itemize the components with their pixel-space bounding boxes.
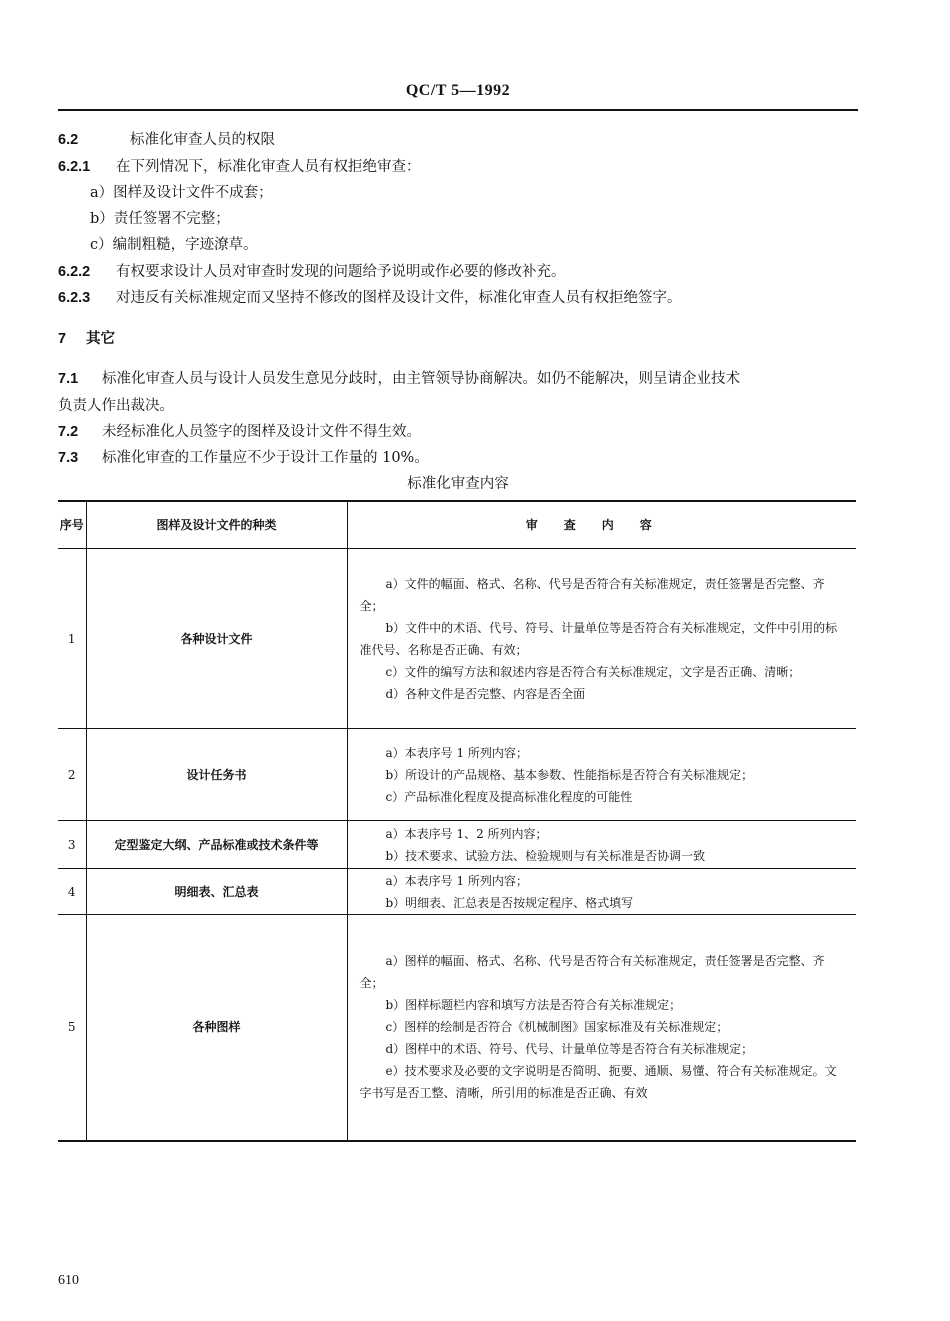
row-seq: 5 — [58, 915, 86, 1141]
clause-7-1-continued: 负责人作出裁决。 — [58, 398, 174, 414]
table-row — [58, 549, 856, 729]
review-content-table — [58, 500, 856, 1142]
content-item: d）各种文件是否完整、内容是否全面 — [385, 686, 586, 701]
content-item: c）产品标准化程度及提高标准化程度的可能性 — [385, 789, 633, 804]
row-content — [347, 549, 856, 729]
table-header-row — [58, 501, 856, 549]
row-type: 各种图样 — [86, 915, 347, 1141]
clause-number: 6.2 — [58, 132, 79, 148]
list-item-c: c）编制粗糙，字迹潦草。 — [90, 237, 258, 253]
table-row — [58, 821, 856, 869]
clause-text: 其它 — [86, 330, 115, 347]
content-item: a）文件的幅面、格式、名称、代号是否符合有关标准规定，责任签署是否完整、齐全； — [359, 576, 825, 613]
content-item: a）图样的幅面、格式、名称、代号是否符合有关标准规定，责任签署是否完整、齐全； — [359, 954, 825, 991]
header-rule — [58, 109, 858, 111]
row-content — [347, 729, 856, 821]
content-item: a）本表序号 1、2 所列内容； — [385, 826, 548, 841]
table-row — [58, 869, 856, 915]
section-7-heading — [58, 329, 115, 349]
header-seq: 序号 — [58, 501, 86, 549]
content-item: b）所设计的产品规格、基本参数、性能指标是否符合有关标准规定； — [385, 767, 754, 782]
row-seq: 1 — [58, 549, 86, 729]
content-item: e）技术要求及必要的文字说明是否简明、扼要、通顺、易懂、符合有关标准规定。文字书写是否工整、清晰，所引用的标准是否正确、有效 — [359, 1064, 837, 1101]
content-item: c）图样的绘制是否符合《机械制图》国家标准及有关标准规定； — [385, 1020, 729, 1035]
clause-number: 6.2.3 — [58, 290, 91, 306]
clause-number: 6.2.2 — [58, 264, 91, 280]
header-type: 图样及设计文件的种类 — [86, 501, 347, 549]
content-item: a）本表序号 1 所列内容； — [385, 745, 528, 760]
table-row — [58, 729, 856, 821]
list-item-a: a）图样及设计文件不成套； — [90, 185, 273, 201]
row-seq: 3 — [58, 821, 86, 869]
clause-text: 对违反有关标准规定而又坚持不修改的图样及设计文件，标准化审查人员有权拒绝签字。 — [116, 290, 682, 306]
page-number: 610 — [58, 1273, 79, 1288]
clause-text: 标准化审查人员与设计人员发生意见分歧时，由主管领导协商解决。如仍不能解决，则呈请企业技术 — [102, 371, 740, 387]
clause-7-1 — [58, 369, 740, 389]
clause-number: 7 — [58, 331, 67, 347]
list-item-b: b）责任签署不完整； — [90, 211, 230, 227]
content-item: a）本表序号 1 所列内容； — [385, 873, 528, 888]
clause-6-2 — [58, 130, 275, 150]
header-content: 审查内容 — [347, 501, 856, 549]
content-item: b）明细表、汇总表是否按规定程序、格式填写 — [385, 895, 634, 910]
clause-text: 标准化审查人员的权限 — [130, 132, 275, 148]
row-type: 设计任务书 — [86, 729, 347, 821]
content-item: c）文件的编写方法和叙述内容是否符合有关标准规定，文字是否正确、清晰； — [385, 664, 801, 679]
clause-text: 有权要求设计人员对审查时发现的问题给予说明或作必要的修改补充。 — [116, 264, 566, 280]
row-content — [347, 869, 856, 915]
clause-7-2 — [58, 422, 421, 442]
row-type: 明细表、汇总表 — [86, 869, 347, 915]
clause-number: 7.3 — [58, 450, 79, 466]
clause-text: 标准化审查的工作量应不少于设计工作量的 10%。 — [102, 450, 429, 466]
clause-text: 未经标准化人员签字的图样及设计文件不得生效。 — [102, 424, 421, 440]
clause-number: 7.1 — [58, 371, 79, 387]
clause-7-3 — [58, 448, 429, 468]
clause-number: 7.2 — [58, 424, 79, 440]
content-item: b）文件中的术语、代号、符号、计量单位等是否符合有关标准规定，文件中引用的标准代号、名称是否正确、有效； — [359, 620, 838, 657]
clause-6-2-1 — [58, 157, 421, 177]
document-code-header: QC/T 5—1992 — [405, 82, 511, 99]
clause-text: 在下列情况下，标准化审查人员有权拒绝审查： — [116, 159, 421, 175]
table-row — [58, 915, 856, 1141]
row-type: 定型鉴定大纲、产品标准或技术条件等 — [86, 821, 347, 869]
table-caption: 标准化审查内容 — [407, 476, 509, 492]
row-type: 各种设计文件 — [86, 549, 347, 729]
clause-6-2-3 — [58, 288, 682, 308]
content-item: b）技术要求、试验方法、检验规则与有关标准是否协调一致 — [385, 848, 706, 863]
row-seq: 4 — [58, 869, 86, 915]
content-item: d）图样中的术语、符号、代号、计量单位等是否符合有关标准规定； — [385, 1042, 754, 1057]
clause-6-2-2 — [58, 262, 566, 282]
clause-number: 6.2.1 — [58, 159, 91, 175]
row-content — [347, 915, 856, 1141]
row-content — [347, 821, 856, 869]
row-seq: 2 — [58, 729, 86, 821]
content-item: b）图样标题栏内容和填写方法是否符合有关标准规定； — [385, 998, 682, 1013]
